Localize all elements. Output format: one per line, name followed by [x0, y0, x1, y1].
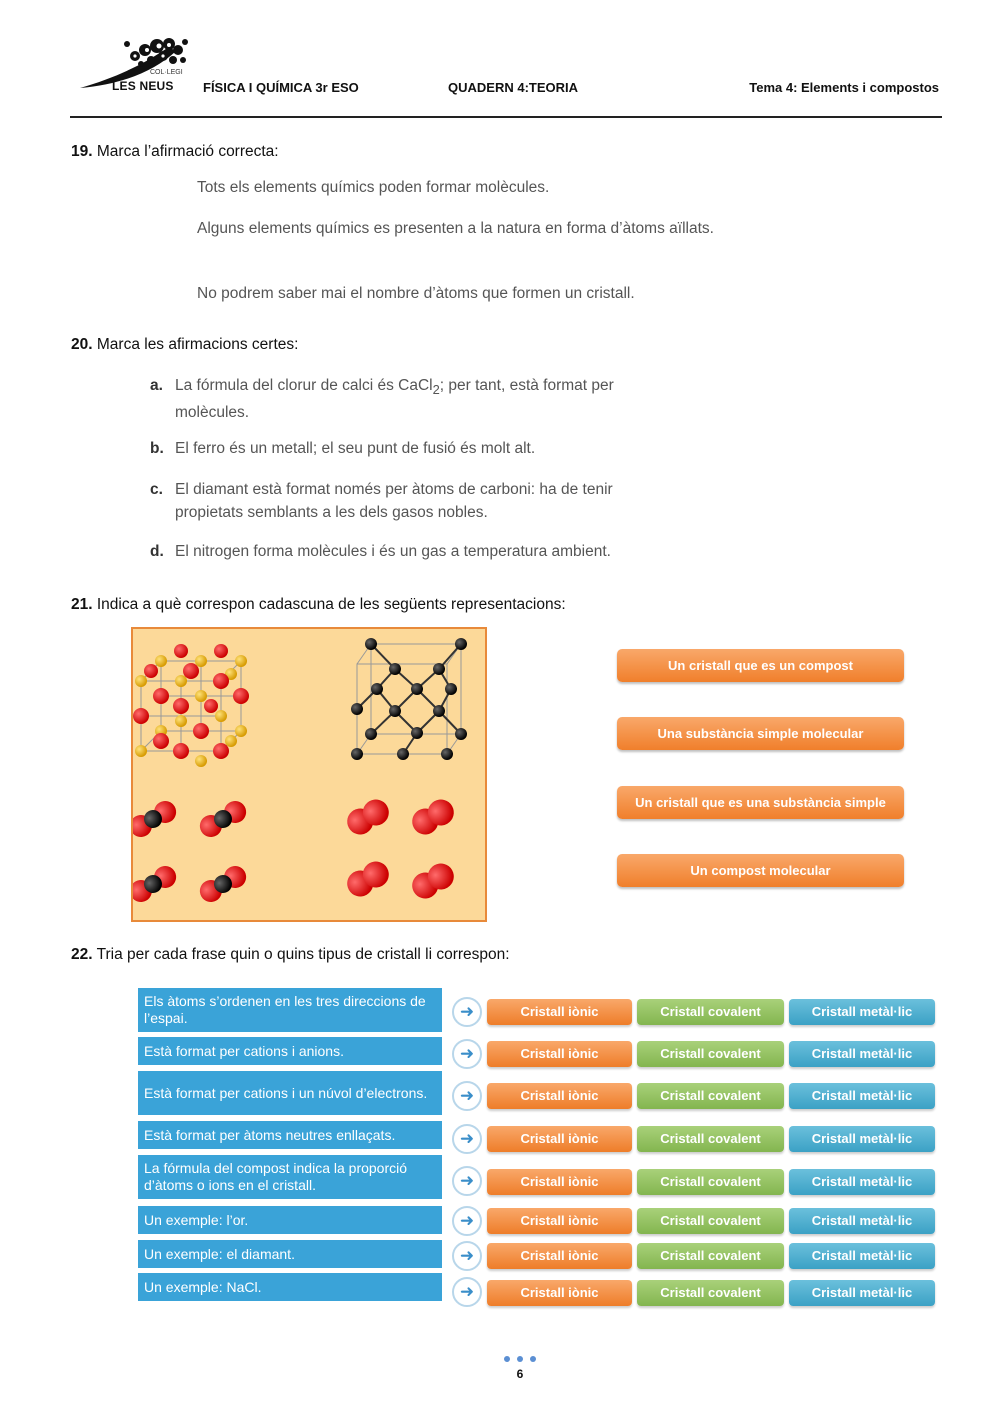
header-topic: Tema 4: Elements i compostos	[749, 80, 939, 95]
logo-school-name: LES NEUS	[112, 79, 174, 93]
q19-option-1[interactable]: Tots els elements químics poden formar molècules.	[197, 179, 550, 196]
q22-row5-ionic-button[interactable]: Cristall iònic	[487, 1169, 632, 1195]
q22-prompt	[71, 946, 510, 964]
q21-choice-molecular-compound[interactable]: Un compost molecular	[617, 854, 904, 887]
header-notebook: QUADERN 4:TEORIA	[448, 80, 579, 95]
q20-text-c: El diamant està format només per àtoms de carboni: ha de tenir propietats semblants a les dels gasos nobles.	[175, 481, 613, 521]
q22-arrow-icon-5[interactable]: ➜	[452, 1166, 482, 1196]
q22-statement-4: Està format per àtoms neutres enllaçats.	[138, 1121, 442, 1149]
q22-row5-metallic-button[interactable]: Cristall metàl·lic	[789, 1169, 935, 1195]
q21-number: 21.	[71, 596, 93, 613]
q22-row8-ionic-button[interactable]: Cristall iònic	[487, 1280, 632, 1306]
q20-letter-a: a.	[150, 377, 163, 394]
q22-statement-3: Està format per cations i un núvol d’electrons.	[138, 1071, 442, 1115]
q20-number: 20.	[71, 336, 93, 353]
q22-row6-metallic-button[interactable]: Cristall metàl·lic	[789, 1208, 935, 1234]
q20-letter-d: d.	[150, 543, 164, 560]
q22-row4-covalent-button[interactable]: Cristall covalent	[637, 1126, 784, 1152]
q21-choice-ionic-compound[interactable]: Un cristall que es un compost	[617, 649, 904, 682]
footer-dots-icon	[503, 1355, 537, 1363]
q22-statement-2: Està format per cations i anions.	[138, 1037, 442, 1065]
page-number: 6	[516, 1367, 524, 1381]
q22-arrow-icon-8[interactable]: ➜	[452, 1277, 482, 1307]
q22-number: 22.	[71, 946, 93, 963]
header-subject: FÍSICA I QUÍMICA 3r ESO	[203, 80, 359, 95]
q22-arrow-icon-4[interactable]: ➜	[452, 1124, 482, 1154]
q20-text-b: El ferro és un metall; el seu punt de fusió és molt alt.	[175, 440, 536, 457]
q22-arrow-icon-3[interactable]: ➜	[452, 1081, 482, 1111]
q22-row7-ionic-button[interactable]: Cristall iònic	[487, 1243, 632, 1269]
q21-text: Indica a què correspon cadascuna de les següents representacions:	[96, 596, 566, 613]
q22-row6-covalent-button[interactable]: Cristall covalent	[637, 1208, 784, 1234]
q21-choice-simple-crystal[interactable]: Un cristall que es una substància simple	[617, 786, 904, 819]
q20-text-d: El nitrogen forma molècules i és un gas a temperatura ambient.	[175, 543, 611, 560]
q19-option-3[interactable]: No podrem saber mai el nombre d’àtoms que formen un cristall.	[197, 285, 635, 302]
q22-statement-1: Els àtoms s’ordenen en les tres direccions de l’espai.	[138, 988, 442, 1032]
q20-option-a[interactable]	[150, 374, 680, 424]
q22-row2-metallic-button[interactable]: Cristall metàl·lic	[789, 1041, 935, 1067]
q20-option-d[interactable]	[150, 540, 680, 563]
q19-number: 19.	[71, 143, 93, 160]
molecule-panel	[131, 627, 487, 922]
q22-row3-covalent-button[interactable]: Cristall covalent	[637, 1083, 784, 1109]
q22-arrow-icon-6[interactable]: ➜	[452, 1206, 482, 1236]
ionic-crystal-illustration	[133, 644, 249, 767]
q22-row2-ionic-button[interactable]: Cristall iònic	[487, 1041, 632, 1067]
co2-molecules-illustration	[133, 797, 250, 906]
q20-letter-c: c.	[150, 481, 163, 498]
q20-text: Marca les afirmacions certes:	[96, 336, 299, 353]
q20-option-b[interactable]	[150, 437, 680, 460]
q22-row1-ionic-button[interactable]: Cristall iònic	[487, 999, 632, 1025]
q22-row4-ionic-button[interactable]: Cristall iònic	[487, 1126, 632, 1152]
q20-text-a	[175, 374, 675, 424]
q22-row8-metallic-button[interactable]: Cristall metàl·lic	[789, 1280, 935, 1306]
q21-prompt	[71, 596, 566, 614]
logo-college-label: COL·LEGI	[150, 69, 183, 76]
q22-row5-covalent-button[interactable]: Cristall covalent	[637, 1169, 784, 1195]
q22-row8-covalent-button[interactable]: Cristall covalent	[637, 1280, 784, 1306]
q22-row2-covalent-button[interactable]: Cristall covalent	[637, 1041, 784, 1067]
q22-statement-5: La fórmula del compost indica la proporció d’àtoms o ions en el cristall.	[138, 1155, 442, 1199]
q22-statement-7: Un exemple: el diamant.	[138, 1240, 442, 1268]
q22-statement-6: Un exemple: l’or.	[138, 1206, 442, 1234]
q19-text: Marca l’afirmació correcta:	[96, 143, 279, 160]
q20-text-a-pre: La fórmula del clorur de calci és CaCl	[175, 377, 433, 394]
q22-statement-8: Un exemple: NaCl.	[138, 1273, 442, 1301]
q20-option-c[interactable]	[150, 478, 680, 524]
q22-row7-covalent-button[interactable]: Cristall covalent	[637, 1243, 784, 1269]
q22-row4-metallic-button[interactable]: Cristall metàl·lic	[789, 1126, 935, 1152]
q19-option-2[interactable]: Alguns elements químics es presenten a la natura en forma d’àtoms aïllats.	[197, 220, 714, 237]
q22-row3-metallic-button[interactable]: Cristall metàl·lic	[789, 1083, 935, 1109]
q22-text: Tria per cada frase quin o quins tipus de cristall li correspon:	[96, 946, 510, 963]
header-divider	[70, 116, 942, 118]
q21-choice-simple-molecular[interactable]: Una substància simple molecular	[617, 717, 904, 750]
q22-row1-covalent-button[interactable]: Cristall covalent	[637, 999, 784, 1025]
q20-text-a-sub: 2	[432, 382, 440, 398]
q22-arrow-icon-2[interactable]: ➜	[452, 1039, 482, 1069]
q22-row6-ionic-button[interactable]: Cristall iònic	[487, 1208, 632, 1234]
diamond-crystal-illustration	[351, 638, 467, 760]
q20-prompt	[71, 336, 298, 354]
q22-arrow-icon-7[interactable]: ➜	[452, 1241, 482, 1271]
q19-prompt	[71, 143, 279, 161]
molecule-illustrations	[133, 629, 485, 920]
q22-arrow-icon-1[interactable]: ➜	[452, 997, 482, 1027]
q20-letter-b: b.	[150, 440, 164, 457]
q22-row3-ionic-button[interactable]: Cristall iònic	[487, 1083, 632, 1109]
q20-text-a-post: ; per tant, està format per molècules.	[175, 377, 614, 422]
o2-molecules-illustration	[342, 795, 458, 904]
q22-row1-metallic-button[interactable]: Cristall metàl·lic	[789, 999, 935, 1025]
q22-row7-metallic-button[interactable]: Cristall metàl·lic	[789, 1243, 935, 1269]
